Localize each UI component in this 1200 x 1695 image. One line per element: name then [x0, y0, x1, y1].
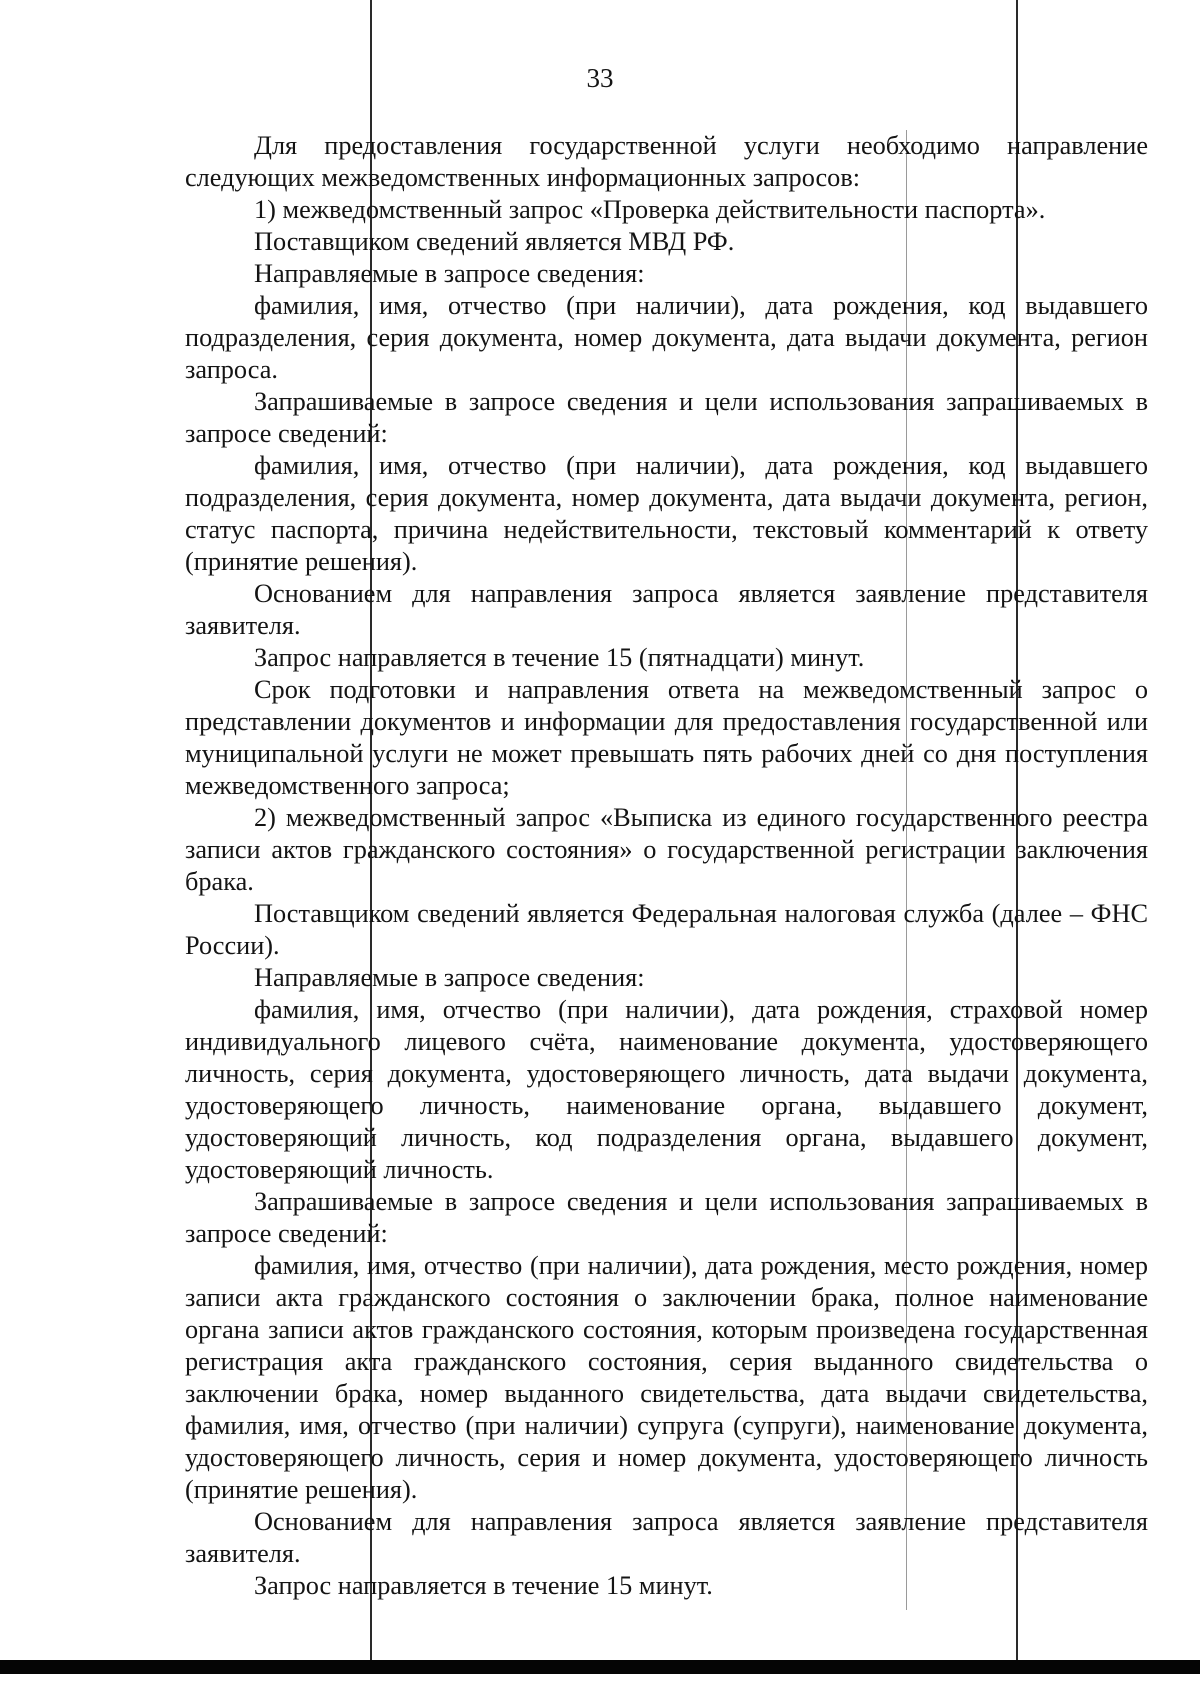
paragraph: Срок подготовки и направления ответа на межведомственный запрос о представлении документов и информации для предоставления государственной или муниципальной услуги не может превышать пять рабочих дней со дня поступления межведомственного запроса; — [185, 675, 1148, 800]
paragraph: 2) межведомственный запрос «Выписка из единого государственного реестра записи актов гражданского состояния» о государственной регистрации заключения брака. — [185, 803, 1148, 896]
paragraph: Направляемые в запросе сведения: — [254, 963, 645, 992]
paragraph: Для предоставления государственной услуги необходимо направление следующих межведомственных информационных запросов: — [185, 131, 1148, 192]
paragraph: Запрашиваемые в запросе сведения и цели использования запрашиваемых в запросе сведений: — [185, 1187, 1148, 1248]
paragraph: фамилия, имя, отчество (при наличии), дата рождения, код выдавшего подразделения, серия документа, номер документа, дата выдачи документа, регион, статус паспорта, причина недействительности, текстовый комментарий к ответу (принятие решения). — [185, 451, 1148, 576]
paragraph: Поставщиком сведений является МВД РФ. — [254, 227, 735, 256]
paragraph: Запрос направляется в течение 15 (пятнадцати) минут. — [254, 643, 865, 672]
paragraph: 1) межведомственный запрос «Проверка действительности паспорта». — [254, 195, 1046, 224]
page-number: 33 — [586, 63, 614, 93]
paragraph: Запрашиваемые в запросе сведения и цели использования запрашиваемых в запросе сведений: — [185, 387, 1148, 448]
paragraph: Запрос направляется в течение 15 минут. — [254, 1571, 713, 1600]
paragraph: Основанием для направления запроса является заявление представителя заявителя. — [185, 579, 1148, 640]
paragraph: фамилия, имя, отчество (при наличии), дата рождения, страховой номер индивидуального лицевого счёта, наименование документа, удостоверяющего личность, серия документа, удостоверяющего личность, дата выдачи документа, удостоверяющего личность, наименование органа, выдавшего документ, удостоверяющий личность, код подразделения органа, выдавшего документ, удостоверяющий личность. — [185, 995, 1148, 1184]
paragraph: Основанием для направления запроса является заявление представителя заявителя. — [185, 1507, 1148, 1568]
paragraph: Направляемые в запросе сведения: — [254, 259, 645, 288]
paragraph: Поставщиком сведений является Федеральная налоговая служба (далее – ФНС России). — [185, 899, 1148, 960]
scan-bottom-border — [0, 1660, 1200, 1674]
paragraph: фамилия, имя, отчество (при наличии), дата рождения, место рождения, номер записи акта гражданского состояния о заключении брака, полное наименование органа записи актов гражданского состояния, которым произведена государственная регистрация акта гражданского состояния, серия выданного свидетельства о заключении брака, номер выданного свидетельства, дата выдачи свидетельства, фамилия, имя, отчество (при наличии) супруга (супруги), наименование документа, удостоверяющего личность, серия и номер документа, удостоверяющего личность (принятие решения). — [185, 1251, 1148, 1504]
paragraph: фамилия, имя, отчество (при наличии), дата рождения, код выдавшего подразделения, серия документа, номер документа, дата выдачи документа, регион запроса. — [185, 291, 1148, 384]
document-body — [185, 130, 1148, 1602]
